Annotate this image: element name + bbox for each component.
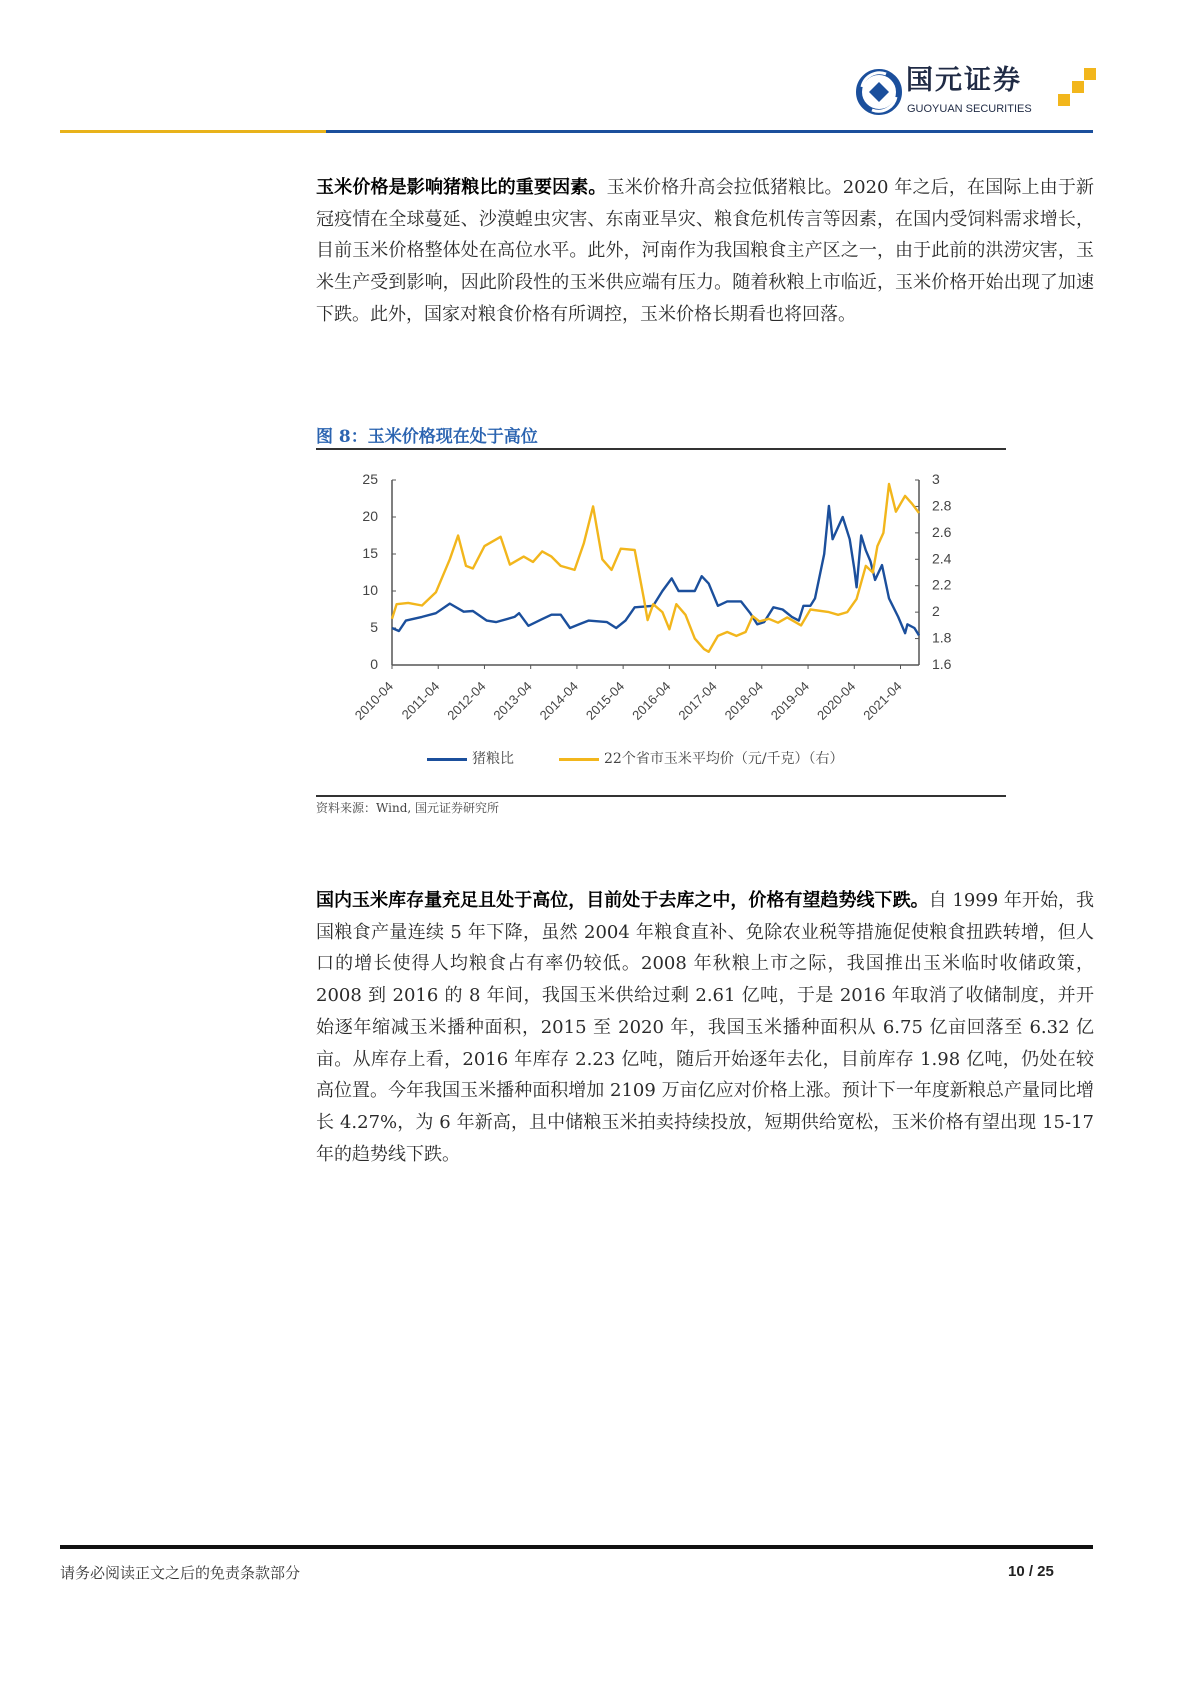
footer-rule: [60, 1545, 1093, 1549]
x-tick-label: 2019-04: [767, 678, 813, 723]
x-tick-label: 2021-04: [860, 678, 905, 723]
x-tick-label: 2016-04: [629, 678, 674, 723]
right-tick-label: 2.2: [932, 576, 952, 593]
right-tick-label: 2.6: [932, 523, 952, 540]
paragraph-corn-price: [316, 172, 1094, 331]
left-tick-label: 0: [370, 656, 378, 672]
x-tick-label: 2012-04: [444, 678, 489, 723]
page-number: 10 / 25: [1008, 1563, 1054, 1580]
chart-legend: [427, 750, 844, 768]
right-tick-label: 2.8: [932, 497, 952, 514]
paragraph-body: 自 1999 年开始，我国粮食产量连续 5 年下降，虽然 2004 年粮食直补、免除农业税等措施促使粮食扭跌转增，但人口的增长使得人均粮食占有率仍较低。2008 年秋粮上市之际，我国推出玉米临时收储政策，2008 到 2016 的 8 年间，我国玉米供给过剩 2.61 亿吨，于是 2016 年取消了收储制度，并开始逐年缩减玉米播种面积，2015 至 2020 年，我国玉米播种面积从 6.75 亿亩回落至 6.32 亿亩。从库存上看，2016 年库存 2.23 亿吨，随后开始逐年去化，目前库存 1.98 亿吨，仍处在较高位置。今年我国玉米播种面积增加 2109 万亩亿应对价格上涨。预计下一年度新粮总产量同比增长 4.27%，为 6 年新高，且中储粮玉米拍卖持续投放，短期供给宽松，玉米价格有望出现 15-17 年的趋势线下跌。: [316, 890, 1094, 1165]
right-tick-label: 2: [932, 603, 940, 620]
header-rule-gold: [60, 130, 326, 133]
figure-title: 图 8：玉米价格现在处于高位: [316, 427, 538, 447]
figure-rule-bottom: [316, 795, 1006, 797]
left-tick-label: 5: [370, 619, 378, 635]
left-tick-label: 20: [362, 508, 378, 524]
paragraph-body: 玉米价格升高会拉低猪粮比。2020 年之后，在国际上由于新冠疫情在全球蔓延、沙漠蝗虫灾害、东南亚旱灾、粮食危机传言等因素，在国内受饲料需求增长，目前玉米价格整体处在高位水平。此外，河南作为我国粮食主产区之一，由于此前的洪涝灾害，玉米生产受到影响，因此阶段性的玉米供应端有压力。随着秋粮上市临近，玉米价格开始出现了加速下跌。此外，国家对粮食价格有所调控，玉米价格长期看也将回落。: [316, 177, 1095, 325]
left-tick-label: 15: [362, 545, 378, 561]
legend-swatch-corn-price: [559, 758, 599, 761]
x-tick-label: 2011-04: [398, 678, 443, 723]
disclaimer-note: 请务必阅读正文之后的免责条款部分: [60, 1564, 301, 1582]
legend-label-corn-price: 22个省市玉米平均价（元/千克）（右）: [604, 751, 844, 767]
right-tick-label: 1.8: [932, 629, 952, 646]
logo-text-cn: 国元证券: [906, 65, 1022, 96]
figure-source: 资料来源：Wind, 国元证券研究所: [316, 801, 500, 815]
line-chart: [316, 460, 1006, 745]
x-tick-label: 2010-04: [351, 678, 397, 723]
x-tick-label: 2014-04: [536, 678, 582, 723]
series-line-pig-grain-ratio: [392, 506, 919, 636]
series-line-corn-price: [392, 484, 919, 652]
right-tick-label: 1.6: [932, 656, 952, 672]
x-tick-label: 2017-04: [675, 678, 720, 723]
x-tick-label: 2015-04: [582, 678, 628, 723]
x-tick-label: 2020-04: [814, 678, 859, 723]
logo-text-en: GUOYUAN SECURITIES: [907, 103, 1032, 115]
right-tick-label: 2.4: [932, 550, 952, 567]
x-tick-label: 2013-04: [490, 678, 535, 723]
logo-emblem-icon: [856, 69, 902, 115]
right-tick-label: 3: [932, 471, 940, 487]
paragraph-corn-inventory: [316, 885, 1094, 1170]
paragraph-lead: 玉米价格是影响猪粮比的重要因素。: [316, 177, 607, 198]
figure-rule-top: [316, 448, 1006, 450]
left-tick-label: 10: [362, 582, 378, 598]
header-rule-blue: [326, 130, 1093, 133]
logo-squares-icon: [1058, 68, 1098, 108]
paragraph-lead: 国内玉米库存量充足且处于高位，目前处于去库之中，价格有望趋势线下跌。: [316, 890, 929, 911]
x-tick-label: 2018-04: [721, 678, 766, 723]
left-tick-label: 25: [362, 471, 378, 487]
legend-swatch-pig-grain: [427, 758, 467, 761]
legend-label-pig-grain: 猪粮比: [472, 751, 514, 767]
guoyuan-logo: [856, 66, 1096, 120]
